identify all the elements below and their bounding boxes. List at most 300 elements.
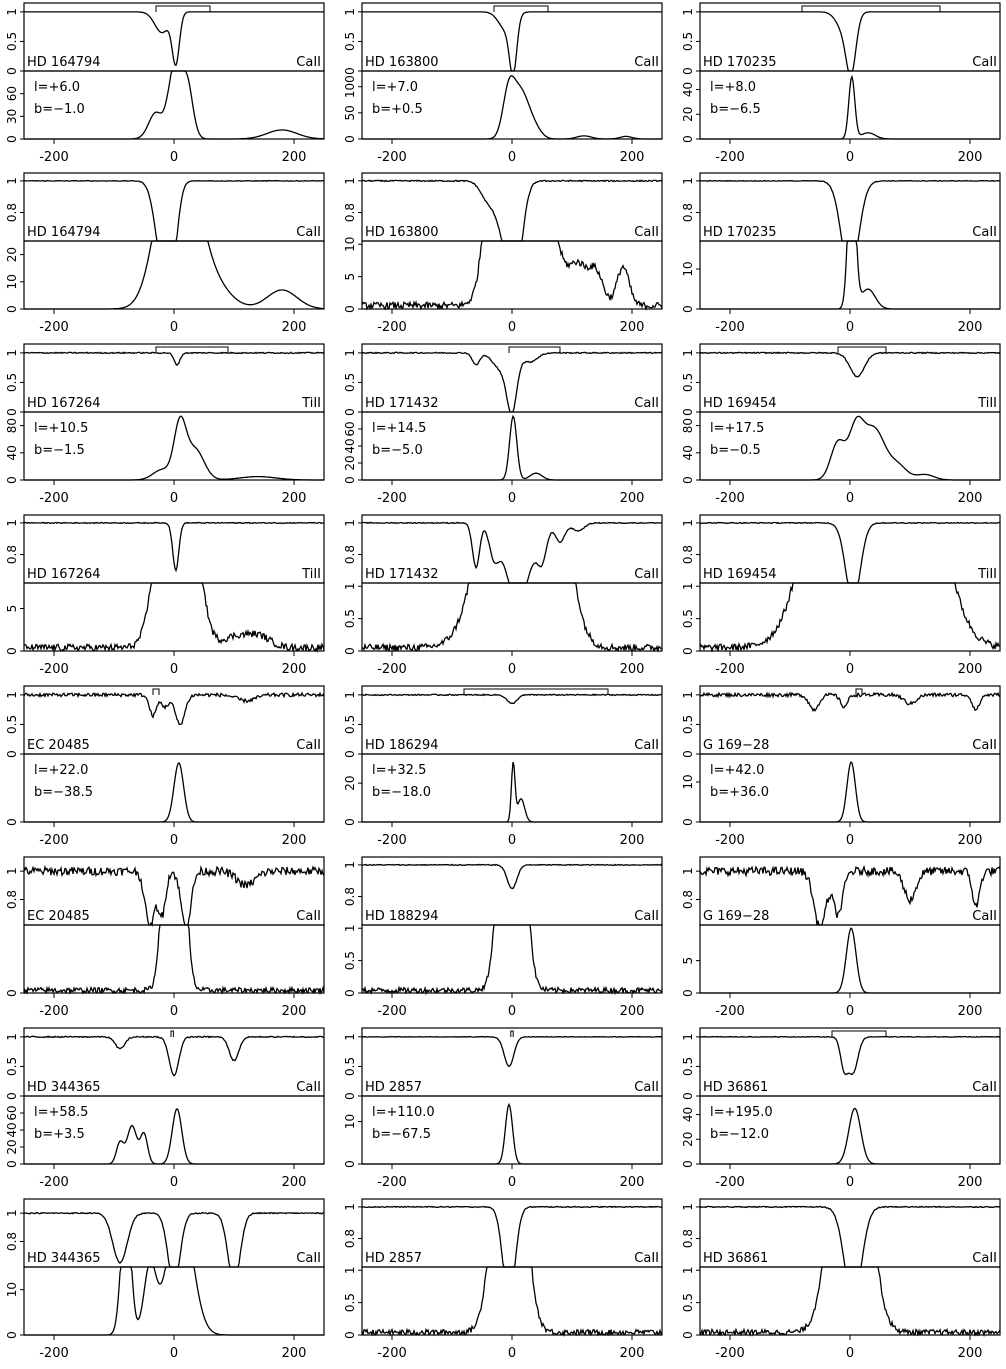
x-tick-label: 200 — [619, 150, 645, 165]
y-tick-label: 40 — [5, 445, 19, 461]
x-tick-label: 200 — [957, 833, 983, 848]
y-tick-label: 0.5 — [343, 1293, 357, 1313]
galactic-latitude: b=−6.5 — [710, 102, 761, 117]
y-tick-label: 40 — [343, 438, 357, 454]
y-tick-label: 40 — [681, 81, 695, 98]
star-label: EC 20485 — [27, 909, 90, 924]
spectrum-panel — [343, 3, 662, 165]
y-tick-label: 1 — [343, 8, 357, 16]
y-tick-label: 0.8 — [681, 544, 695, 565]
emission-line — [24, 1267, 324, 1335]
velocity-bracket — [838, 347, 886, 353]
y-tick-label: 0 — [5, 135, 19, 143]
y-tick-label: 0.8 — [681, 889, 695, 910]
absorption-line — [24, 1036, 324, 1075]
ion-label: CaII — [634, 738, 659, 753]
y-tick-label: 20 — [343, 775, 357, 791]
y-tick-label: 1 — [5, 1209, 19, 1217]
ion-label: CaII — [972, 225, 997, 240]
y-tick-label: 0.8 — [5, 544, 19, 565]
ion-label: CaII — [296, 1080, 321, 1095]
velocity-bracket — [156, 347, 228, 353]
y-tick-label: 0.5 — [681, 1056, 695, 1076]
y-tick-label: 10 — [681, 774, 695, 790]
x-tick-label: 0 — [507, 1175, 517, 1190]
y-tick-label: 0 — [5, 408, 19, 416]
star-label: HD 186294 — [365, 738, 439, 753]
x-tick-label: -200 — [715, 662, 745, 677]
y-tick-label: 1 — [343, 861, 357, 869]
ion-label: CaII — [972, 55, 997, 70]
star-label: HD 170235 — [703, 225, 777, 240]
star-label: HD 2857 — [365, 1080, 423, 1095]
x-tick-label: 200 — [957, 491, 983, 506]
y-tick-label: 10 — [343, 1113, 357, 1130]
y-tick-label: 0 — [5, 1160, 19, 1168]
y-tick-label: 1 — [5, 8, 19, 16]
y-tick-label: 0 — [681, 408, 695, 416]
galactic-latitude: b=−1.5 — [34, 443, 85, 458]
y-tick-label: 0.8 — [343, 544, 357, 565]
y-tick-label: 0 — [681, 1160, 695, 1168]
y-tick-label: 10 — [5, 274, 19, 290]
y-tick-label: 0 — [343, 1331, 357, 1339]
spectrum-panel — [343, 344, 662, 506]
spectrum-panel — [5, 173, 324, 335]
galactic-longitude: l=+14.5 — [372, 421, 427, 436]
ion-label: CaII — [296, 55, 321, 70]
y-tick-label: 0 — [343, 647, 357, 655]
x-tick-label: 200 — [619, 320, 645, 335]
ion-label: CaII — [972, 909, 997, 924]
y-tick-label: 0.5 — [5, 372, 19, 392]
ion-label: CaII — [296, 225, 321, 240]
x-tick-label: 0 — [169, 150, 179, 165]
y-tick-label: 1 — [681, 582, 695, 591]
y-tick-label: 60 — [5, 86, 19, 102]
ion-label: TiII — [978, 396, 997, 411]
y-tick-label: 0.8 — [5, 889, 19, 910]
x-tick-label: -200 — [377, 320, 407, 335]
x-tick-label: 200 — [619, 662, 645, 677]
x-tick-label: 0 — [507, 833, 517, 848]
x-tick-label: 0 — [845, 833, 855, 848]
y-tick-label: 0 — [5, 1092, 19, 1100]
emission-plot-frame — [24, 1267, 324, 1335]
galactic-latitude: b=−1.0 — [34, 102, 85, 117]
emission-plot-frame — [24, 583, 324, 651]
y-tick-label: 1 — [343, 177, 357, 185]
y-tick-label: 0.5 — [343, 714, 357, 734]
x-tick-label: 0 — [507, 150, 517, 165]
y-tick-label: 1 — [343, 924, 357, 933]
y-tick-label: 0 — [681, 1331, 695, 1339]
x-tick-label: -200 — [377, 1175, 407, 1190]
y-tick-label: 80 — [5, 417, 19, 434]
x-tick-label: 200 — [281, 662, 307, 677]
ion-label: CaII — [634, 55, 659, 70]
star-label: G 169−28 — [703, 909, 770, 924]
y-tick-label: 1 — [681, 8, 695, 16]
y-tick-label: 1 — [343, 1203, 357, 1211]
x-tick-label: 0 — [169, 1175, 179, 1190]
ion-label: CaII — [634, 396, 659, 411]
y-tick-label: 0 — [343, 135, 357, 143]
y-tick-label: 20 — [343, 455, 357, 471]
x-tick-label: -200 — [39, 1004, 69, 1019]
emission-plot-frame — [700, 1267, 1000, 1335]
x-tick-label: -200 — [715, 150, 745, 165]
x-tick-label: 200 — [281, 320, 307, 335]
y-tick-label: 1 — [5, 519, 19, 527]
galactic-longitude: l=+7.0 — [372, 80, 419, 95]
velocity-bracket — [156, 6, 210, 12]
velocity-bracket — [509, 347, 560, 353]
spectrum-panel — [681, 1199, 1000, 1361]
star-label: HD 2857 — [365, 1251, 423, 1266]
emission-plot — [681, 241, 1000, 313]
ion-label: CaII — [296, 1251, 321, 1266]
y-tick-label: 0.5 — [681, 1293, 695, 1313]
x-tick-label: -200 — [377, 491, 407, 506]
emission-plot-frame — [700, 241, 1000, 309]
galactic-latitude: b=−38.5 — [34, 785, 93, 800]
y-tick-label: 0 — [5, 67, 19, 75]
y-tick-label: 100 — [343, 75, 357, 99]
emission-line — [24, 925, 324, 993]
velocity-bracket — [511, 1031, 513, 1037]
x-tick-label: -200 — [39, 1346, 69, 1361]
galactic-longitude: l=+42.0 — [710, 763, 765, 778]
emission-plot-frame — [700, 583, 1000, 651]
x-tick-label: -200 — [715, 1346, 745, 1361]
spectrum-panel — [5, 3, 324, 165]
x-tick-label: -200 — [39, 491, 69, 506]
star-label: HD 169454 — [703, 396, 777, 411]
emission-plot — [681, 582, 1000, 654]
spectrum-panel — [5, 515, 324, 677]
y-tick-label: 0.8 — [681, 1228, 695, 1249]
x-tick-label: 0 — [845, 1175, 855, 1190]
y-tick-label: 0 — [681, 818, 695, 826]
absorption-line — [362, 864, 662, 888]
x-tick-label: -200 — [39, 833, 69, 848]
spectrum-panel — [343, 686, 662, 848]
y-tick-label: 5 — [681, 956, 695, 965]
x-tick-label: -200 — [377, 150, 407, 165]
y-tick-label: 0 — [681, 305, 695, 313]
ion-label: TiII — [302, 567, 321, 582]
spectrum-panel — [681, 1028, 1000, 1190]
y-tick-label: 0 — [681, 647, 695, 655]
emission-line — [700, 583, 1000, 651]
y-tick-label: 0 — [681, 476, 695, 484]
y-tick-label: 1 — [343, 1033, 357, 1041]
x-tick-label: 0 — [845, 662, 855, 677]
y-tick-label: 0.5 — [5, 714, 19, 734]
spectrum-panel — [681, 857, 1000, 1019]
emission-plot — [5, 1267, 324, 1339]
y-tick-label: 0 — [343, 305, 357, 313]
velocity-bracket — [832, 1031, 886, 1037]
emission-plot-frame — [700, 925, 1000, 993]
y-tick-label: 0 — [5, 476, 19, 484]
y-tick-label: 0.5 — [681, 31, 695, 51]
x-tick-label: -200 — [39, 320, 69, 335]
y-tick-label: 40 — [5, 1122, 19, 1138]
x-tick-label: 0 — [507, 662, 517, 677]
y-tick-label: 1 — [343, 582, 357, 591]
y-tick-label: 30 — [5, 108, 19, 124]
y-tick-label: 0.5 — [681, 609, 695, 629]
galactic-latitude: b=−12.0 — [710, 1127, 769, 1142]
x-tick-label: 0 — [507, 1004, 517, 1019]
spectrum-panel — [5, 1028, 324, 1190]
y-tick-label: 1 — [681, 691, 695, 699]
ion-label: CaII — [634, 567, 659, 582]
emission-line — [362, 241, 662, 309]
y-tick-label: 0.5 — [681, 714, 695, 734]
x-tick-label: 0 — [845, 1346, 855, 1361]
emission-line — [700, 928, 1000, 993]
spectrum-panel — [5, 344, 324, 506]
y-tick-label: 0.5 — [343, 951, 357, 971]
y-tick-label: 1 — [681, 1033, 695, 1041]
x-tick-label: 200 — [619, 1004, 645, 1019]
spectrum-panel — [5, 686, 324, 848]
x-tick-label: 0 — [169, 662, 179, 677]
y-tick-label: 1 — [5, 691, 19, 699]
x-tick-label: 0 — [169, 491, 179, 506]
y-tick-label: 0 — [681, 67, 695, 75]
y-tick-label: 0 — [343, 67, 357, 75]
emission-line — [700, 1267, 1000, 1335]
ion-label: CaII — [634, 225, 659, 240]
y-tick-label: 10 — [343, 236, 357, 252]
galactic-latitude: b=−18.0 — [372, 785, 431, 800]
y-tick-label: 0 — [5, 989, 19, 997]
y-tick-label: 0 — [5, 305, 19, 313]
spectrum-panel — [681, 686, 1000, 848]
emission-plot — [343, 924, 662, 996]
star-label: HD 170235 — [703, 55, 777, 70]
y-tick-label: 5 — [5, 604, 19, 613]
y-tick-label: 1 — [681, 177, 695, 185]
x-tick-label: 200 — [281, 1175, 307, 1190]
y-tick-label: 20 — [5, 1139, 19, 1155]
x-tick-label: 0 — [845, 1004, 855, 1019]
x-tick-label: 0 — [507, 320, 517, 335]
y-tick-label: 0.8 — [343, 202, 357, 223]
emission-plot-frame — [362, 241, 662, 309]
x-tick-label: 0 — [169, 1346, 179, 1361]
star-label: HD 163800 — [365, 225, 439, 240]
ion-label: CaII — [634, 1251, 659, 1266]
spectrum-panel — [681, 3, 1000, 165]
galactic-longitude: l=+195.0 — [710, 1105, 773, 1120]
y-tick-label: 0 — [681, 989, 695, 997]
y-tick-label: 1 — [681, 519, 695, 527]
emission-plot-frame — [362, 1267, 662, 1335]
x-tick-label: -200 — [715, 320, 745, 335]
star-label: EC 20485 — [27, 738, 90, 753]
y-tick-label: 0.5 — [681, 372, 695, 392]
y-tick-label: 0 — [343, 1160, 357, 1168]
absorption-line — [700, 352, 1000, 377]
emission-line — [362, 925, 662, 993]
y-tick-label: 0 — [343, 476, 357, 484]
y-tick-label: 20 — [681, 1131, 695, 1147]
spectrum-panel — [343, 1028, 662, 1190]
galactic-latitude: b=−67.5 — [372, 1127, 431, 1142]
y-tick-label: 80 — [681, 417, 695, 434]
velocity-bracket — [171, 1031, 173, 1037]
galactic-longitude: l=+22.0 — [34, 763, 89, 778]
ion-label: CaII — [296, 738, 321, 753]
absorption-line — [24, 693, 324, 724]
y-tick-label: 1 — [681, 867, 695, 875]
y-tick-label: 1 — [5, 349, 19, 357]
star-label: HD 169454 — [703, 567, 777, 582]
velocity-bracket — [494, 6, 548, 12]
emission-plot — [5, 241, 324, 313]
x-tick-label: -200 — [39, 150, 69, 165]
star-label: HD 171432 — [365, 567, 439, 582]
star-label: HD 344365 — [27, 1080, 101, 1095]
emission-plot — [5, 583, 324, 655]
x-tick-label: 200 — [957, 1346, 983, 1361]
y-tick-label: 1 — [343, 519, 357, 527]
x-tick-label: 0 — [169, 1004, 179, 1019]
emission-plot — [681, 1266, 1000, 1338]
x-tick-label: -200 — [39, 662, 69, 677]
x-tick-label: -200 — [715, 491, 745, 506]
x-tick-label: 200 — [281, 150, 307, 165]
star-label: HD 163800 — [365, 55, 439, 70]
x-tick-label: 200 — [619, 833, 645, 848]
galactic-latitude: b=−0.5 — [710, 443, 761, 458]
star-label: HD 167264 — [27, 567, 101, 582]
y-tick-label: 20 — [5, 246, 19, 263]
ion-label: CaII — [972, 738, 997, 753]
x-tick-label: 200 — [619, 1346, 645, 1361]
star-label: HD 167264 — [27, 396, 101, 411]
x-tick-label: -200 — [377, 662, 407, 677]
spectrum-panel — [5, 1199, 324, 1361]
x-tick-label: 200 — [957, 1004, 983, 1019]
y-tick-label: 40 — [681, 1106, 695, 1123]
star-label: HD 171432 — [365, 396, 439, 411]
y-tick-label: 0 — [5, 818, 19, 826]
y-tick-label: 0 — [5, 647, 19, 655]
x-tick-label: 200 — [957, 1175, 983, 1190]
spectrum-panel — [343, 515, 662, 677]
y-tick-label: 0.8 — [343, 886, 357, 907]
x-tick-label: 200 — [281, 1346, 307, 1361]
star-label: HD 188294 — [365, 909, 439, 924]
galactic-latitude: b=+36.0 — [710, 785, 769, 800]
x-tick-label: 200 — [957, 150, 983, 165]
emission-plot-frame — [24, 241, 324, 309]
x-tick-label: 200 — [619, 491, 645, 506]
y-tick-label: 0 — [343, 408, 357, 416]
x-tick-label: -200 — [377, 833, 407, 848]
galactic-longitude: l=+58.5 — [34, 1105, 89, 1120]
velocity-bracket — [153, 689, 159, 695]
x-tick-label: -200 — [377, 1346, 407, 1361]
x-tick-label: -200 — [377, 1004, 407, 1019]
spectrum-panel — [681, 173, 1000, 335]
y-tick-label: 50 — [343, 105, 357, 121]
spectrum-panel — [5, 857, 324, 1019]
ion-label: CaII — [296, 909, 321, 924]
galactic-longitude: l=+6.0 — [34, 80, 81, 95]
galactic-latitude: b=+0.5 — [372, 102, 423, 117]
y-tick-label: 0.8 — [343, 1228, 357, 1249]
absorption-line — [24, 522, 324, 570]
x-tick-label: -200 — [39, 1175, 69, 1190]
y-tick-label: 10 — [681, 261, 695, 277]
y-tick-label: 1 — [343, 349, 357, 357]
y-tick-label: 1 — [681, 1203, 695, 1211]
y-tick-label: 0 — [5, 750, 19, 758]
absorption-line — [362, 1037, 662, 1067]
y-tick-label: 0 — [681, 1092, 695, 1100]
spectrum-panel — [343, 1199, 662, 1361]
absorption-line — [700, 1037, 1000, 1075]
absorption-line — [24, 352, 324, 365]
galactic-longitude: l=+110.0 — [372, 1105, 435, 1120]
x-tick-label: -200 — [715, 1175, 745, 1190]
galactic-longitude: l=+32.5 — [372, 763, 427, 778]
y-tick-label: 0.5 — [343, 609, 357, 629]
emission-plot-frame — [362, 583, 662, 651]
ion-label: CaII — [634, 1080, 659, 1095]
x-tick-label: -200 — [715, 833, 745, 848]
y-tick-label: 0.8 — [681, 202, 695, 223]
y-tick-label: 1 — [343, 1266, 357, 1275]
y-tick-label: 1 — [5, 177, 19, 185]
y-tick-label: 0.5 — [343, 31, 357, 51]
y-tick-label: 0.5 — [343, 372, 357, 392]
galactic-longitude: l=+17.5 — [710, 421, 765, 436]
spectrum-panel — [681, 344, 1000, 506]
star-label: HD 36861 — [703, 1080, 769, 1095]
emission-plot — [343, 237, 662, 313]
velocity-bracket — [802, 6, 940, 12]
x-tick-label: 0 — [845, 491, 855, 506]
y-tick-label: 0 — [681, 135, 695, 143]
y-tick-label: 0.5 — [5, 1056, 19, 1076]
spectrum-panel — [343, 173, 662, 335]
y-tick-label: 40 — [681, 445, 695, 461]
y-tick-label: 0 — [343, 750, 357, 758]
galactic-longitude: l=+8.0 — [710, 80, 757, 95]
x-tick-label: -200 — [715, 1004, 745, 1019]
galactic-latitude: b=+3.5 — [34, 1127, 85, 1142]
emission-line — [362, 583, 662, 651]
ion-label: TiII — [302, 396, 321, 411]
star-label: HD 344365 — [27, 1251, 101, 1266]
y-tick-label: 0.5 — [5, 31, 19, 51]
x-tick-label: 200 — [957, 662, 983, 677]
y-tick-label: 1 — [681, 349, 695, 357]
emission-plot — [5, 925, 324, 997]
absorption-line — [362, 694, 662, 703]
y-tick-label: 0.8 — [5, 1231, 19, 1252]
emission-line — [700, 241, 1000, 309]
emission-plot — [343, 582, 662, 654]
